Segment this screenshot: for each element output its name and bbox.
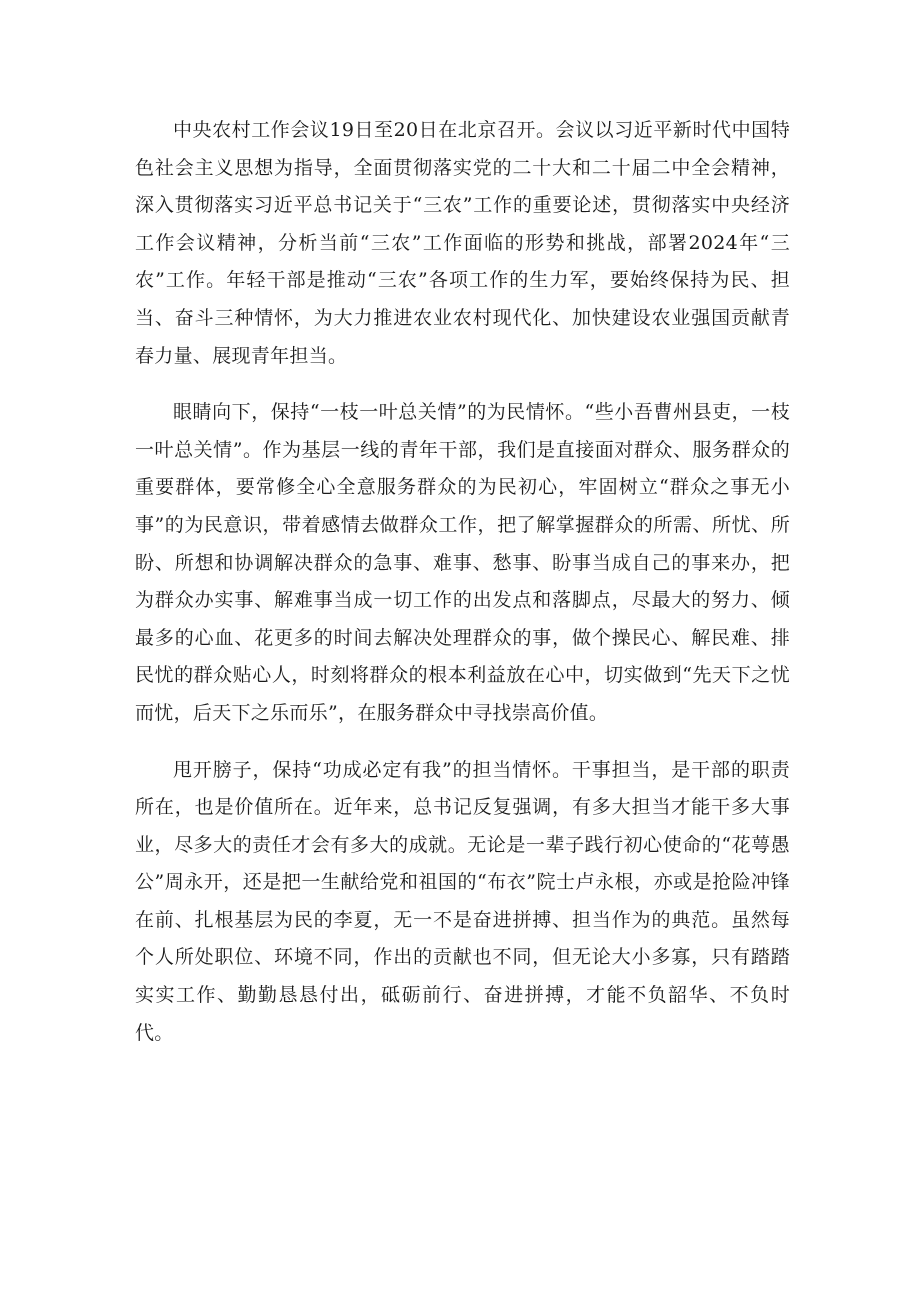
paragraph-2: 眼睛向下，保持“一枝一叶总关情”的为民情怀。“些小吾曹州县吏，一枝一叶总关情”。作为基层一线的青年干部，我们是直接面对群众、服务群众的重要群体，要常修全心全意服务群众的为民初心，牢固树立“群众之事无小事”的为民意识，带着感情去做群众工作，把了解掌握群众的所需、所忧、所盼、所想和协调解决群众的急事、难事、愁事、盼事当成自己的事来办，把为群众办实事、解难事当成一切工作的出发点和落脚点，尽最大的努力、倾最多的心血、花更多的时间去解决处理群众的事，做个操民心、解民难、排民忧的群众贴心人，时刻将群众的根本利益放在心中，切实做到“先天下之忧而忧，后天下之乐而乐”，在服务群众中寻找崇高价值。 [135,401,790,724]
article-body [135,112,790,1052]
paragraph-1: 中央农村工作会议19日至20日在北京召开。会议以习近平新时代中国特色社会主义思想为指导，全面贯彻落实党的二十大和二十届二中全会精神，深入贯彻落实习近平总书记关于“三农”工作的重要论述，贯彻落实中央经济工作会议精神，分析当前“三农”工作面临的形势和挑战，部署2024年“三农”工作。年轻干部是推动“三农”各项工作的生力军，要始终保持为民、担当、奋斗三种情怀，为大力推进农业农村现代化、加快建设农业强国贡献青春力量、展现青年担当。 [135,119,790,367]
paragraph-3: 甩开膀子，保持“功成必定有我”的担当情怀。干事担当，是干部的职责所在，也是价值所在。近年来，总书记反复强调，有多大担当才能干多大事业，尽多大的责任才会有多大的成就。无论是一辈子践行初心使命的“花萼愚公”周永开，还是把一生献给党和祖国的“布衣”院士卢永根，亦或是抢险冲锋在前、扎根基层为民的李夏，无一不是奋进拼搏、担当作为的典范。虽然每个人所处职位、环境不同，作出的贡献也不同，但无论大小多寡，只有踏踏实实工作、勤勤恳恳付出，砥砺前行、奋进拼搏，才能不负韶华、不负时代。 [135,758,790,1044]
